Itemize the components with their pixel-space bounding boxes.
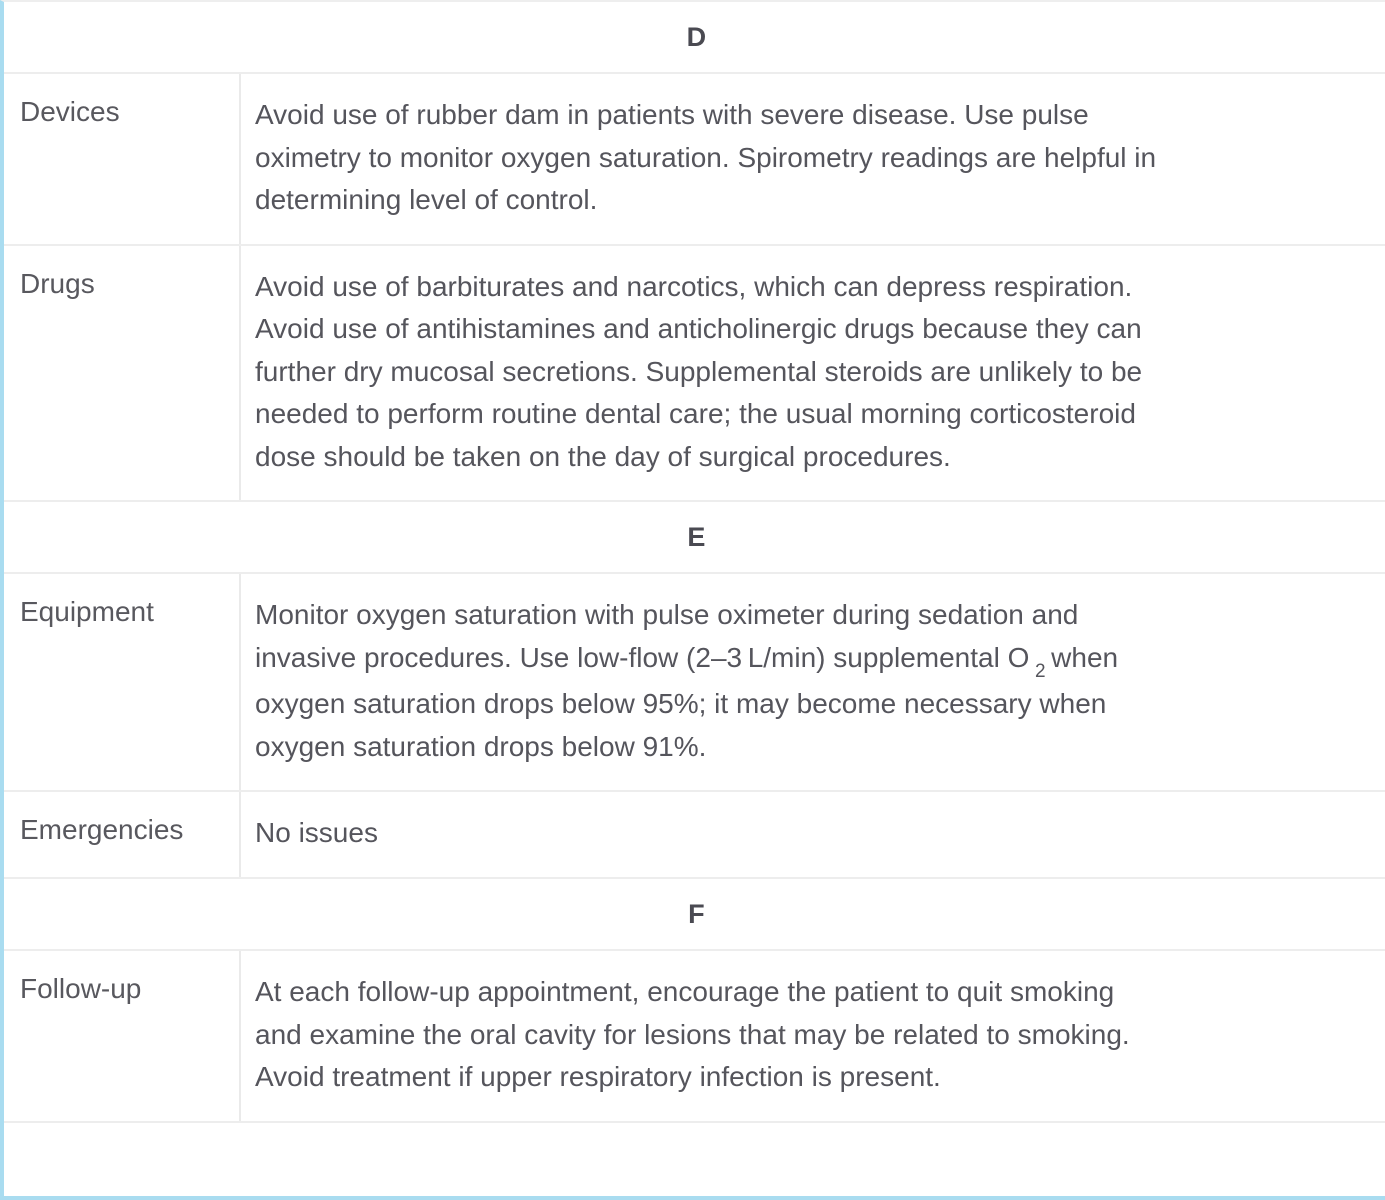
body-line-suffix: when — [1045, 641, 1119, 673]
body-line: Avoid treatment if upper respiratory infection is present. — [255, 1061, 941, 1093]
row-label-devices: Devices — [4, 73, 240, 245]
body-line: oximetry to monitor oxygen saturation. Spirometry readings are helpful in — [255, 141, 1157, 173]
body-line: Avoid use of antihistamines and anticholinergic drugs because they can — [255, 313, 1142, 345]
body-line: determining level of control. — [255, 184, 598, 216]
body-line-with-subscript — [255, 637, 1383, 683]
table-row — [4, 73, 1385, 245]
body-line: dose should be taken on the day of surgical procedures. — [255, 440, 951, 472]
body-line: Avoid use of barbiturates and narcotics, which can depress respiration. — [255, 270, 1133, 302]
clinical-reference-table — [4, 2, 1385, 1123]
row-label-equipment: Equipment — [4, 573, 240, 791]
body-line: Monitor oxygen saturation with pulse oximeter during sedation and — [255, 599, 1079, 631]
body-line: Avoid use of rubber dam in patients with severe disease. Use pulse — [255, 99, 1089, 130]
table-row — [4, 573, 1385, 791]
table-row — [4, 245, 1385, 502]
section-letter-d: D — [4, 2, 1385, 73]
row-body-drugs — [240, 245, 1385, 502]
row-body-follow-up — [240, 950, 1385, 1122]
body-line: oxygen saturation drops below 91%. — [255, 730, 707, 762]
row-label-emergencies: Emergencies — [4, 791, 240, 878]
section-letter-e: E — [4, 501, 1385, 573]
body-line: No issues — [255, 817, 378, 849]
row-label-drugs: Drugs — [4, 245, 240, 502]
body-line: further dry mucosal secretions. Supplemental steroids are unlikely to be — [255, 355, 1143, 387]
section-letter-f: F — [4, 878, 1385, 950]
body-line: needed to perform routine dental care; the usual morning corticosteroid — [255, 398, 1136, 430]
table-row — [4, 791, 1385, 878]
section-header-row-e — [4, 501, 1385, 573]
row-body-equipment — [240, 573, 1385, 791]
table-row — [4, 950, 1385, 1122]
body-line-prefix: invasive procedures. Use low-flow (2–3 L/min) supplemental O — [255, 641, 1035, 673]
body-line: oxygen saturation drops below 95%; it may become necessary when — [255, 688, 1107, 720]
section-header-row-d — [4, 2, 1385, 73]
body-line: and examine the oral cavity for lesions that may be related to smoking. — [255, 1018, 1130, 1050]
oxygen-subscript: 2 — [1035, 660, 1046, 682]
body-line: At each follow-up appointment, encourage the patient to quit smoking — [255, 976, 1115, 1008]
row-body-emergencies — [240, 791, 1385, 878]
section-header-row-f — [4, 878, 1385, 950]
row-body-devices — [240, 73, 1385, 245]
row-label-follow-up: Follow-up — [4, 950, 240, 1122]
